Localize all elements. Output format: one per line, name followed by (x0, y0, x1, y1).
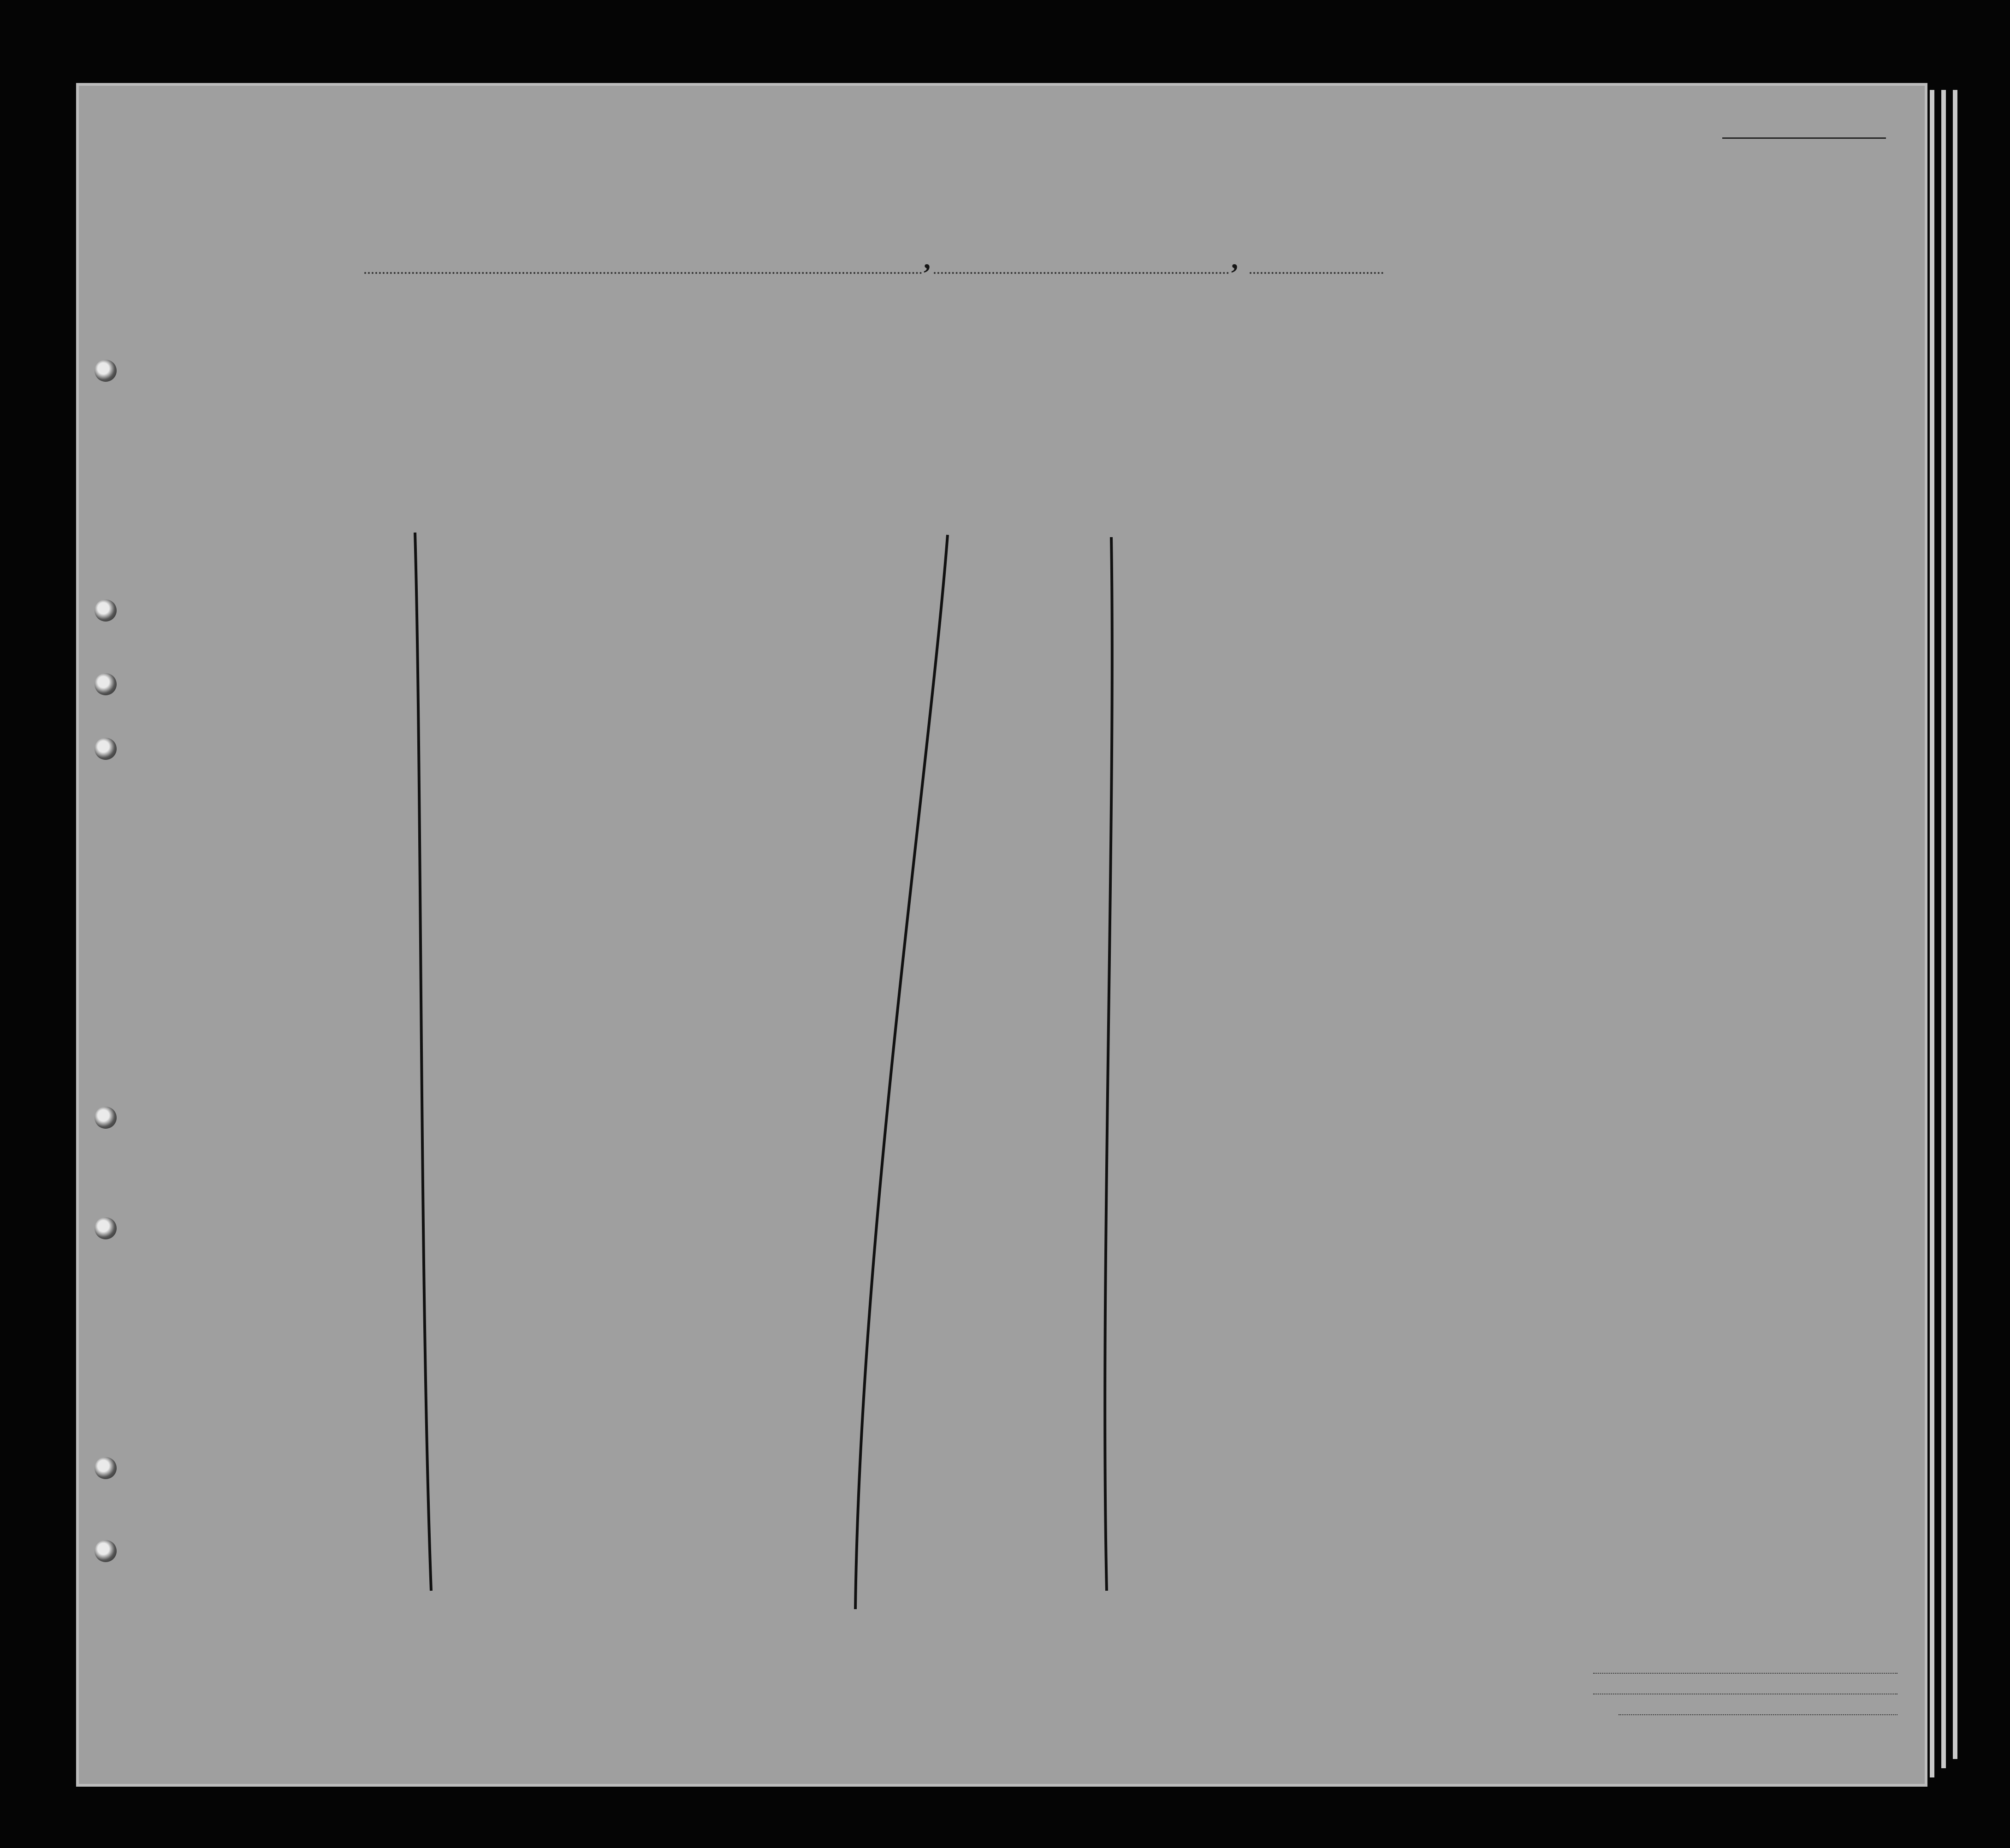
punch-hole (95, 673, 117, 695)
punch-hole (95, 738, 117, 760)
punch-hole (95, 1457, 117, 1479)
manifest-sheet: , , (76, 83, 1927, 1787)
punch-hole (95, 599, 117, 622)
punch-hole (95, 360, 117, 382)
page-edge (1953, 90, 1957, 1759)
punch-hole (95, 1217, 117, 1239)
page-edge (1941, 90, 1946, 1768)
punch-hole (95, 1540, 117, 1562)
local-agents-field[interactable] (1619, 1714, 1897, 1715)
ditto-marks (76, 83, 1927, 1787)
page-edge (1930, 90, 1934, 1777)
line-field[interactable] (1593, 1673, 1897, 1674)
punch-hole (95, 1107, 117, 1129)
